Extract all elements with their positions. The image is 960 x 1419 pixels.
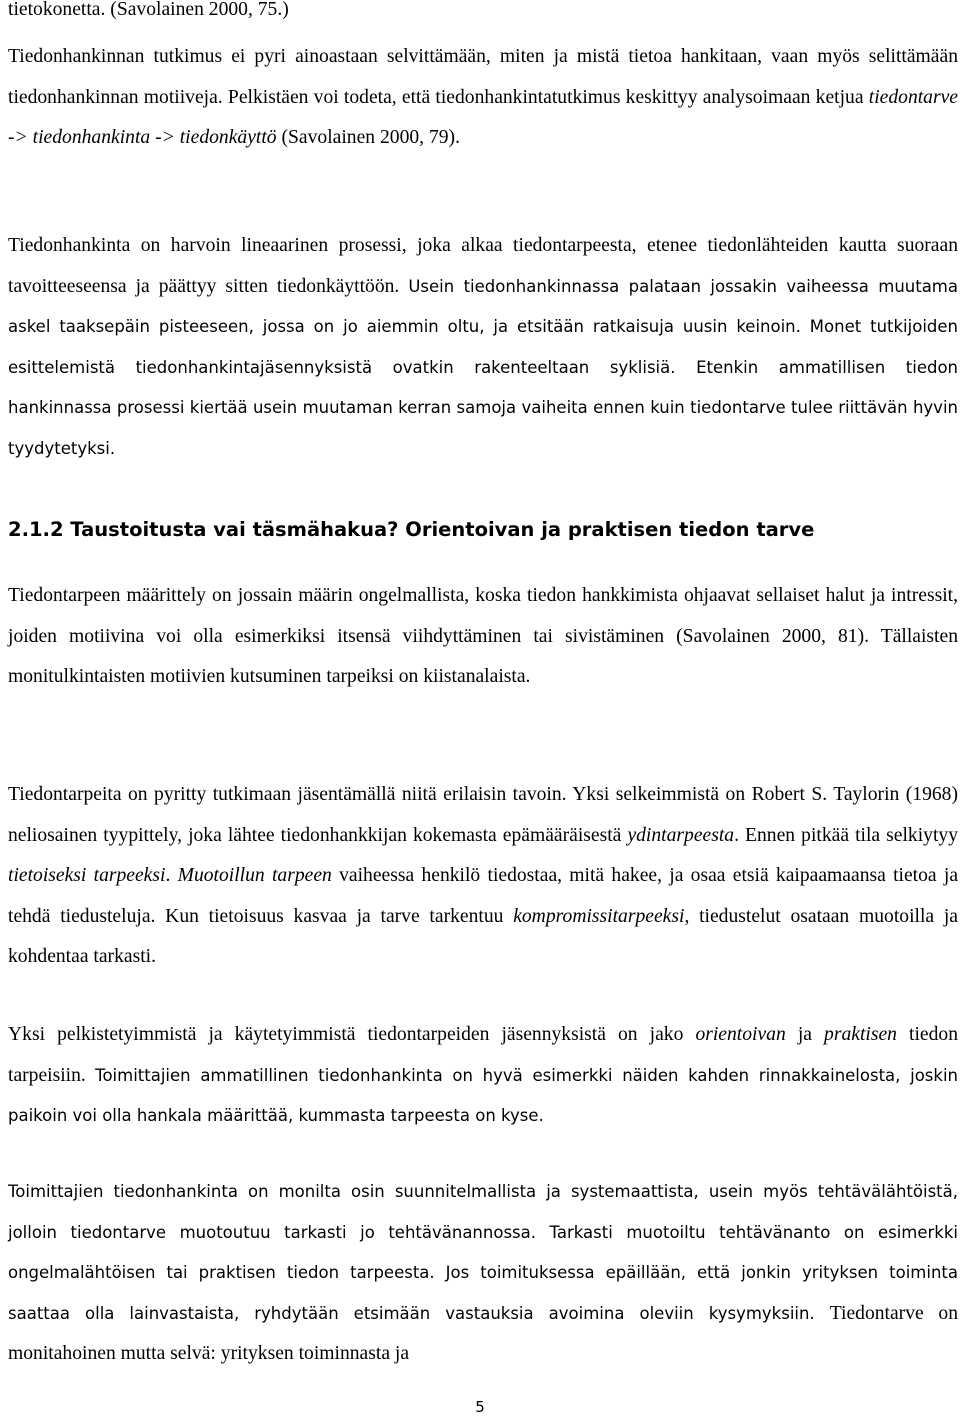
text-run: 2.1.2 Taustoitusta vai täsmähakua? Orientoivan ja praktisen tiedon tarve	[8, 518, 815, 541]
paragraph-journalist-info-seeking	[8, 1172, 958, 1375]
section-heading	[8, 510, 814, 550]
paragraph-research-motives	[8, 37, 958, 159]
sans-run: Toimittajien ammatillinen tiedonhankinta on hyvä esimerkki näiden kahden rinnakkainelosta, joskin paikoin voi olla hankala määrittää, kummasta tarpeesta on kyse.	[8, 1065, 958, 1125]
page-number: 5	[475, 1398, 485, 1416]
sans-run: Toimittajien tiedonhankinta on monilta osin suunnitelmallista ja systemaattista, usein myös tehtävälähtöistä, jolloin tiedontarve muotoutuu tarkasti jo tehtävänannossa. Tarkasti muotoiltu tehtävänanto on esimerkki ongelmalähtöisen tai praktisen tiedon tarpeesta. Jos toimituksessa epäillään, että jonkin yrityksen toiminta saattaa olla lainvastaista, ryhdytään etsimään vastauksia avoimina oleviin kysymyksiin.	[8, 1182, 958, 1323]
paragraph-taylor-typology	[8, 775, 958, 978]
text-run: Tiedonhankinta on harvoin lineaarinen prosessi, joka alkaa tiedontarpeesta, etenee tiedonlähteiden kautta suoraan tavoitteeseensa ja päättyy sitten tiedonkäyttöön.	[8, 235, 958, 297]
paragraph-defining-need	[8, 576, 958, 698]
sans-run: Monet tutkijoiden esittelemistä tiedonhankintajäsennyksistä ovatkin rakenteeltaan syklisiä.	[8, 317, 958, 377]
italic-run: Muotoillun tarpeen	[177, 865, 332, 886]
text-run: Tiedontarve on monitahoinen mutta selvä: yrityksen toiminnasta ja	[8, 1302, 958, 1364]
text-run: .	[165, 865, 178, 886]
text-run: , tiedustelut osataan muotoilla ja kohdentaa tarkasti.	[8, 905, 958, 967]
italic-run: ydintarpeesta	[627, 824, 735, 846]
text-run: tietokonetta. (Savolainen 2000, 75.)	[8, 0, 289, 20]
text-run: Tiedonhankinnan tutkimus ei pyri ainoastaan selvittämään, miten ja mistä tietoa hankitaan, vaan myös selittämään tiedonhankinnan motiiveja. Pelkistäen voi todeta, että tiedonhankintatutkimus keskittyy analysoimaan ketjua	[8, 46, 958, 108]
italic-run: kompromissitarpeeksi	[513, 905, 685, 927]
italic-run: tietoiseksi tarpeeksi	[8, 865, 166, 886]
text-run: (Savolainen 2000, 79).	[276, 127, 460, 148]
text-run: vaiheessa henkilö tiedostaa, mitä hakee, ja osaa etsiä kaipaamaansa tietoa ja tehdä tiedusteluja. Kun tietoisuus kasvaa ja tarve tarkentuu	[8, 865, 959, 927]
text-run: Tiedontarpeita on pyritty tutkimaan jäsentämällä niitä erilaisin tavoin. Yksi selkeimmistä on Robert S. Taylorin (1968) neliosainen tyypittely, joka lähtee tiedonhankkijan kokemasta epämääräisestä	[8, 784, 958, 846]
italic-run: praktisen	[824, 1024, 897, 1045]
text-run: Yksi pelkistetyimmistä ja käytetyimmistä tiedontarpeiden jäsennyksistä on jako	[8, 1024, 696, 1045]
paragraph-nonlinear-process	[8, 226, 958, 469]
text-run: ja	[785, 1024, 825, 1045]
sans-run: Etenkin ammatillisen tiedon hankinnassa prosessi kiertää usein muutaman kerran samoja vaiheita ennen kuin tiedontarve tulee riittävän hyvin tyydytetyksi.	[8, 357, 959, 458]
sans-run: Usein tiedonhankinnassa palataan jossakin vaiheessa muutama askel taaksepäin pisteeseen, jossa on jo aiemmin oltu, ja etsitään ratkaisuja uusin keinoin.	[8, 276, 958, 336]
paragraph-continuation	[8, 0, 958, 31]
paragraph-orienting-practical	[8, 1015, 958, 1137]
text-run: tiedon tarpeisiin.	[8, 1024, 959, 1086]
italic-run: tiedontarve -> tiedonhankinta -> tiedonkäyttö	[8, 86, 958, 148]
italic-run: orientoivan	[695, 1024, 786, 1045]
text-run: . Ennen pitkää tila selkiytyy	[734, 824, 958, 846]
text-run: Tiedontarpeen määrittely on jossain määrin ongelmallista, koska tiedon hankkimista ohjaavat sellaiset halut ja intressit, joiden motiivina voi olla esimerkiksi itsensä viihdyttäminen tai sivistäminen (Savolainen 2000, 81). Tällaisten monitulkintaisten motiivien kutsuminen tarpeiksi on kiistanalaista.	[8, 585, 958, 687]
